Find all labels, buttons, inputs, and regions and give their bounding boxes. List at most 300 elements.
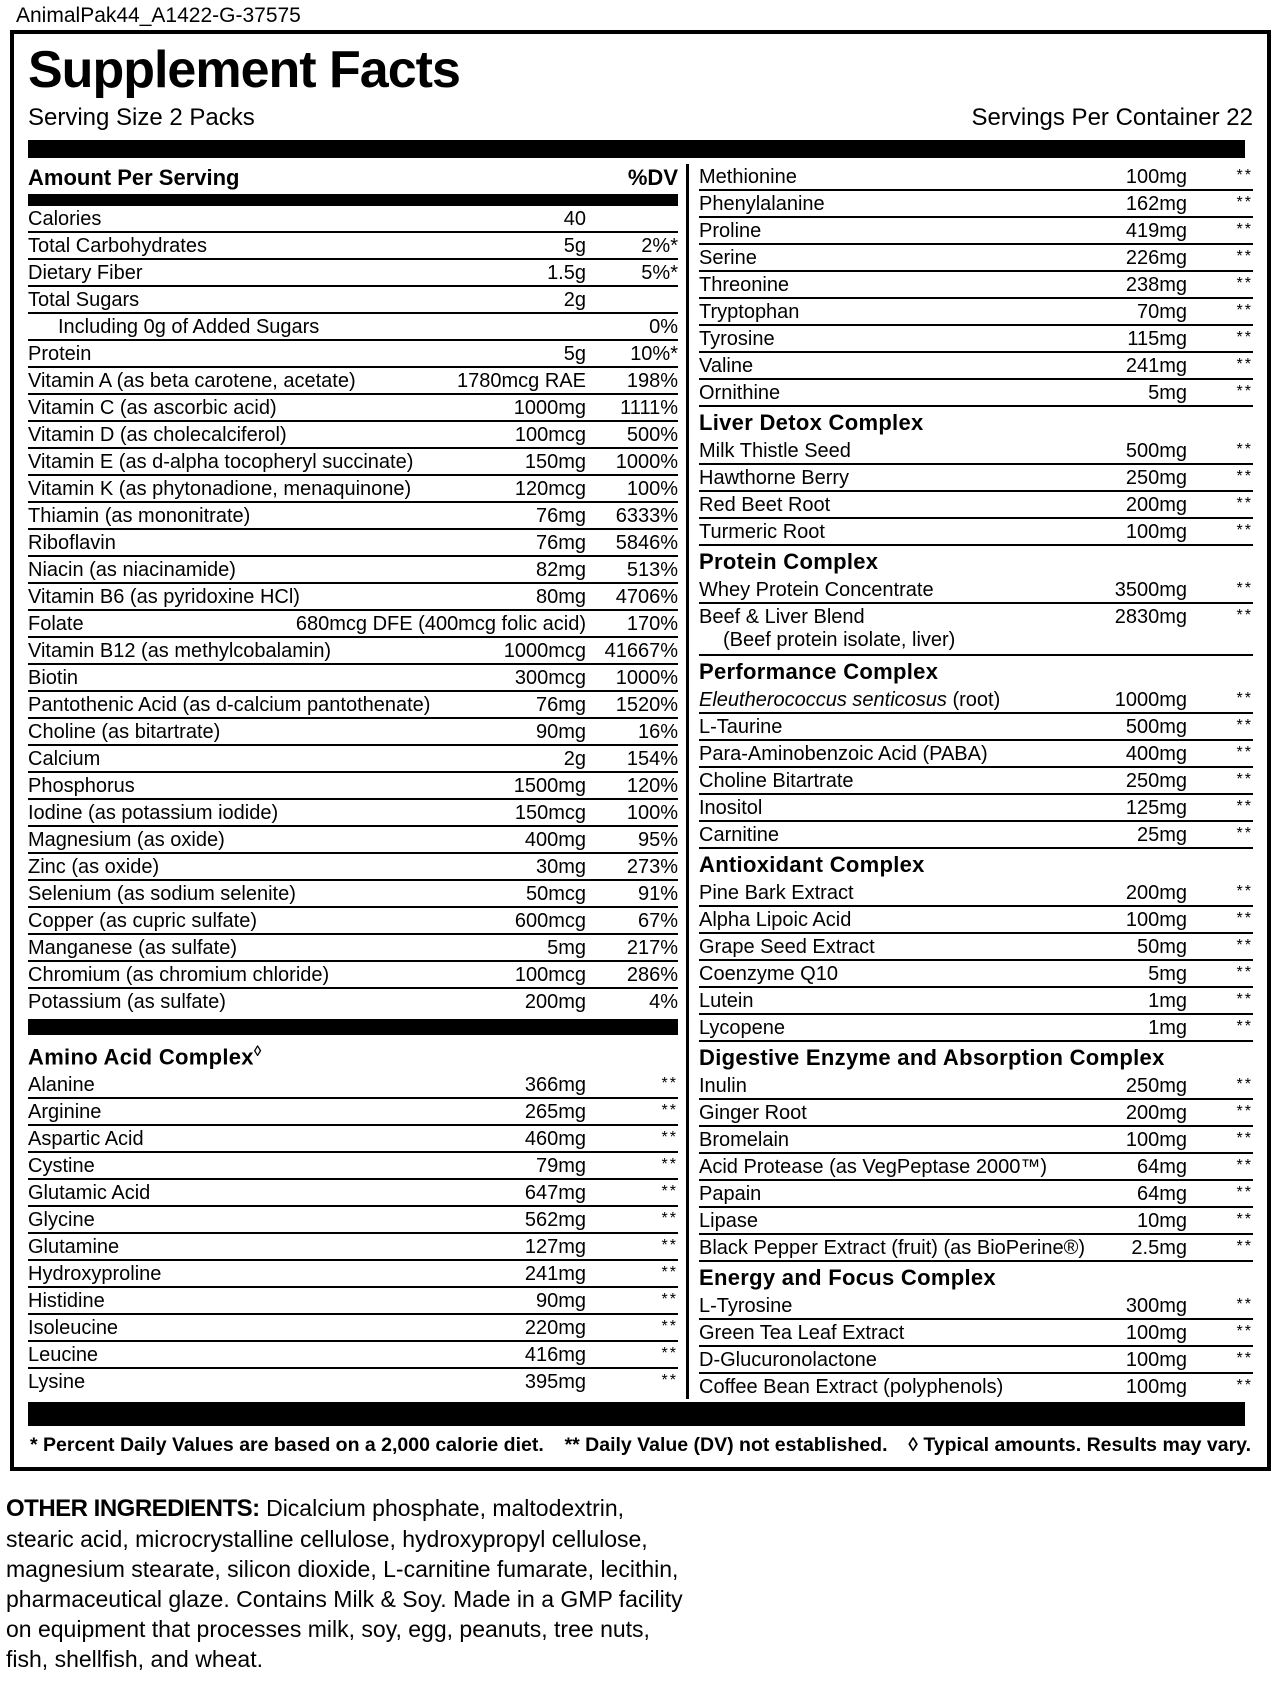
ingredient-amount: 395mg: [524, 1371, 586, 1394]
ingredient-amount: 79mg: [535, 1155, 586, 1178]
ingredient-amount: 40: [563, 208, 586, 230]
ingredient-name: Proline: [699, 220, 762, 242]
table-row: [28, 717, 678, 744]
ingredient-amount: 115mg: [1127, 328, 1187, 350]
ingredient-name: Vitamin K (as phytonadione, menaquinone): [28, 478, 412, 500]
table-row: [699, 1233, 1253, 1260]
ingredient-name: Grape Seed Extract: [699, 936, 875, 958]
ingredient-amount: 150mcg: [514, 802, 586, 824]
ingredient-amount: 250mg: [1125, 467, 1187, 489]
ingredient-daily-value: **: [661, 1102, 678, 1120]
ingredient-daily-value: **: [1236, 771, 1253, 788]
ingredient-name-rest: (root): [946, 689, 1001, 711]
table-row: [699, 463, 1253, 490]
ingredient-daily-value: **: [1236, 441, 1253, 458]
table-row: [699, 880, 1253, 905]
table-row: [699, 1098, 1253, 1125]
ingredient-amount: 300mcg: [514, 667, 586, 689]
ingredient-amount: 647mg: [524, 1182, 586, 1205]
section-title: Energy and Focus Complex: [699, 1260, 1253, 1293]
ingredient-amount: 100mg: [1125, 521, 1187, 543]
ingredient-daily-value: **: [1236, 194, 1253, 211]
table-row: [28, 285, 678, 312]
amino-acid-table-continued: [699, 164, 1253, 405]
ingredient-daily-value: 5846%: [615, 532, 678, 554]
ingredient-name: Lipase: [699, 1210, 758, 1232]
table-row: [28, 474, 678, 501]
table-row: [699, 1152, 1253, 1179]
ingredient-name: Potassium (as sulfate): [28, 991, 226, 1013]
table-row: [28, 231, 678, 258]
ingredient-daily-value: **: [1236, 468, 1253, 485]
ingredient-amount: 50mcg: [525, 883, 586, 905]
ingredient-amount: 100mg: [1125, 166, 1187, 188]
other-ingredients-label: OTHER INGREDIENTS:: [6, 1495, 260, 1522]
table-row: [28, 339, 678, 366]
table-row: [28, 366, 678, 393]
table-row: [28, 771, 678, 798]
table-row: [28, 1151, 678, 1178]
ingredient-daily-value: **: [1236, 910, 1253, 927]
table-row: [28, 933, 678, 960]
ingredient-daily-value: **: [661, 1237, 678, 1255]
ingredient-daily-value: **: [1236, 1323, 1253, 1340]
ingredient-name: L-Tyrosine: [699, 1295, 793, 1317]
ingredient-amount: 500mg: [1125, 440, 1187, 462]
ingredient-amount: 5mg: [1148, 963, 1187, 985]
ingredient-name: Biotin: [28, 667, 79, 689]
ingredient-daily-value: **: [661, 1156, 678, 1174]
ingredient-amount: 200mg: [1125, 494, 1187, 516]
ingredient-amount: 1780mcg RAE: [457, 370, 586, 392]
section-title: Protein Complex: [699, 544, 1253, 577]
ingredient-amount: 80mg: [535, 586, 586, 608]
table-row: [699, 1125, 1253, 1152]
ingredient-daily-value: **: [1236, 356, 1253, 373]
table-row: [28, 1072, 678, 1097]
ingredient-daily-value: **: [1236, 167, 1253, 184]
section-title: Antioxidant Complex: [699, 847, 1253, 880]
table-row: [28, 960, 678, 987]
ingredient-daily-value: 67%: [637, 910, 678, 932]
table-row: [28, 555, 678, 582]
ingredient-amount: 241mg: [1125, 355, 1187, 377]
ingredient-name: Milk Thistle Seed: [699, 440, 851, 462]
ingredient-daily-value: **: [661, 1318, 678, 1336]
ingredient-name: Glutamine: [28, 1236, 120, 1259]
amino-acid-table: [28, 1072, 678, 1394]
table-row: [28, 1178, 678, 1205]
ingredient-daily-value: 217%: [626, 937, 678, 959]
ingredient-name: Magnesium (as oxide): [28, 829, 225, 851]
ingredient-name: Pine Bark Extract: [699, 882, 854, 904]
ingredient-name: [699, 689, 1115, 711]
ingredient-amount: 1mg: [1148, 1017, 1187, 1039]
ingredient-amount: 680mcg DFE (400mcg folic acid): [295, 613, 586, 635]
footnote-daily-values: * Percent Daily Values are based on a 2,000 calorie diet.: [30, 1434, 544, 1456]
ingredient-amount: 76mg: [535, 532, 586, 554]
ingredient-name: Selenium (as sodium selenite): [28, 883, 296, 905]
table-row: [28, 582, 678, 609]
ingredient-name: Vitamin E (as d-alpha tocopheryl succinate): [28, 451, 414, 473]
complex-sections: [699, 405, 1253, 1399]
ingredient-name: Isoleucine: [28, 1317, 119, 1340]
ingredient-daily-value: 1000%: [615, 667, 678, 689]
table-row: [28, 258, 678, 285]
ingredient-daily-value: **: [1236, 302, 1253, 319]
ingredient-daily-value: **: [661, 1129, 678, 1147]
footnote: [28, 1426, 1253, 1467]
ingredient-daily-value: 91%: [637, 883, 678, 905]
ingredient-name: Hydroxyproline: [28, 1263, 162, 1286]
ingredient-amount: 90mg: [535, 1290, 586, 1313]
ingredient-name: Calcium: [28, 748, 101, 770]
ingredient-name: Black Pepper Extract (fruit) (as BioPerine®): [699, 1237, 1085, 1259]
ingredient-amount: 1000mg: [513, 397, 586, 419]
table-row: [28, 1286, 678, 1313]
ingredient-amount: 5mg: [1148, 382, 1187, 404]
table-row: [699, 490, 1253, 517]
ingredient-daily-value: **: [1236, 1018, 1253, 1035]
ingredient-name: Lycopene: [699, 1017, 785, 1039]
ingredient-daily-value: **: [1236, 522, 1253, 539]
ingredient-daily-value: **: [1236, 221, 1253, 238]
ingredient-name: Whey Protein Concentrate: [699, 579, 934, 601]
ingredient-daily-value: 198%: [626, 370, 678, 392]
table-row: [28, 636, 678, 663]
ingredient-daily-value: **: [1236, 798, 1253, 815]
table-row: [699, 932, 1253, 959]
ingredient-name: Cystine: [28, 1155, 95, 1178]
table-row: [28, 447, 678, 474]
ingredient-daily-value: 120%: [626, 775, 678, 797]
table-row: [699, 164, 1253, 189]
table-row: [28, 798, 678, 825]
ingredient-amount: 220mg: [524, 1317, 586, 1340]
ingredient-name: Alanine: [28, 1074, 95, 1097]
ingredient-name: Total Carbohydrates: [28, 235, 207, 257]
ingredient-name: Para-Aminobenzoic Acid (PABA): [699, 743, 988, 765]
ingredient-daily-value: **: [1236, 1238, 1253, 1255]
section-title: Digestive Enzyme and Absorption Complex: [699, 1040, 1253, 1073]
ingredient-amount: 562mg: [524, 1209, 586, 1232]
ingredient-daily-value: **: [1236, 937, 1253, 954]
ingredient-amount: 600mcg: [514, 910, 586, 932]
ingredient-name: Turmeric Root: [699, 521, 825, 543]
ingredient-daily-value: 5%*: [641, 262, 678, 284]
section-title: Liver Detox Complex: [699, 405, 1253, 438]
ingredient-amount: 238mg: [1125, 274, 1187, 296]
ingredient-daily-value: **: [661, 1210, 678, 1228]
ingredient-amount: 2830mg: [1114, 606, 1187, 628]
ingredient-name: Papain: [699, 1183, 762, 1205]
ingredient-amount: 1000mcg: [503, 640, 586, 662]
ingredient-daily-value: **: [1236, 580, 1253, 597]
ingredient-amount: 100mg: [1125, 1322, 1187, 1344]
ingredient-name: Coenzyme Q10: [699, 963, 838, 985]
ingredient-name: Ginger Root: [699, 1102, 807, 1124]
table-row: [699, 602, 1253, 654]
ingredient-daily-value: **: [1236, 1184, 1253, 1201]
ingredient-amount: 5mg: [547, 937, 586, 959]
ingredient-name: Aspartic Acid: [28, 1128, 144, 1151]
ingredient-amount: 1.5g: [547, 262, 586, 284]
ingredient-name: Leucine: [28, 1344, 99, 1367]
ingredient-name: Lysine: [28, 1371, 86, 1394]
serving-size: Serving Size 2 Packs: [28, 104, 255, 131]
product-code: AnimalPak44_A1422-G-37575: [16, 4, 301, 27]
ingredient-amount: 250mg: [1125, 1075, 1187, 1097]
ingredient-daily-value: 513%: [626, 559, 678, 581]
ingredient-amount: 70mg: [1136, 301, 1187, 323]
table-row: [28, 1313, 678, 1340]
ingredient-name: Red Beet Root: [699, 494, 831, 516]
ingredient-subline: (Beef protein isolate, liver): [723, 629, 956, 651]
ingredient-amount: 1mg: [1148, 990, 1187, 1012]
table-row: [28, 1367, 678, 1394]
table-row: [28, 501, 678, 528]
ingredient-daily-value: **: [661, 1372, 678, 1390]
ingredient-daily-value: **: [1236, 1350, 1253, 1367]
ingredient-amount: 241mg: [524, 1263, 586, 1286]
left-column: [28, 164, 678, 1399]
column-divider: [686, 164, 689, 1399]
ingredient-amount: 400mg: [524, 829, 586, 851]
ingredient-amount: 366mg: [524, 1074, 586, 1097]
table-row: [699, 687, 1253, 712]
diamond-mark: ◊: [253, 1043, 262, 1060]
ingredient-daily-value: **: [1236, 717, 1253, 734]
table-row: [699, 739, 1253, 766]
table-row: [699, 986, 1253, 1013]
ingredient-amount: 300mg: [1125, 1295, 1187, 1317]
ingredient-name-latin: Eleutherococcus senticosus: [699, 689, 947, 711]
table-row: [699, 1179, 1253, 1206]
ingredient-daily-value: 273%: [626, 856, 678, 878]
table-row: [28, 1232, 678, 1259]
table-row: [699, 438, 1253, 463]
ingredient-name: Alpha Lipoic Acid: [699, 909, 852, 931]
serving-info: [28, 104, 1253, 132]
ingredient-name: Pantothenic Acid (as d-calcium pantothenate): [28, 694, 431, 716]
ingredient-amount: 64mg: [1136, 1183, 1187, 1205]
ingredient-name: Vitamin C (as ascorbic acid): [28, 397, 277, 419]
supplement-facts-panel: [10, 30, 1271, 1471]
ingredient-amount: 419mg: [1125, 220, 1187, 242]
ingredient-name: Arginine: [28, 1101, 102, 1124]
table-row: [28, 1124, 678, 1151]
ingredient-amount: 100mcg: [514, 424, 586, 446]
ingredient-name: Histidine: [28, 1290, 105, 1313]
ingredient-daily-value: 100%: [626, 478, 678, 500]
table-row: [28, 1097, 678, 1124]
right-column: [699, 164, 1253, 1399]
ingredient-daily-value: **: [1236, 383, 1253, 400]
ingredient-name: Acid Protease (as VegPeptase 2000™): [699, 1156, 1047, 1178]
ingredient-name: Niacin (as niacinamide): [28, 559, 236, 581]
ingredient-amount: 460mg: [524, 1128, 586, 1151]
ingredient-name: Carnitine: [699, 824, 780, 846]
ingredient-amount: 100mg: [1125, 1376, 1187, 1398]
ingredient-name: Calories: [28, 208, 102, 230]
ingredient-name: Glycine: [28, 1209, 95, 1232]
footnote-dv-not-established: ** Daily Value (DV) not established.: [564, 1434, 888, 1456]
table-row: [699, 351, 1253, 378]
ingredient-amount: 2g: [563, 289, 586, 311]
table-row: [699, 243, 1253, 270]
section-title-amino-acid-complex: [28, 1040, 678, 1072]
ingredient-name: Tyrosine: [699, 328, 775, 350]
ingredient-daily-value: **: [1236, 607, 1253, 624]
table-row: [28, 852, 678, 879]
ingredient-amount: 500mg: [1125, 716, 1187, 738]
ingredient-name: Iodine (as potassium iodide): [28, 802, 279, 824]
table-row: [699, 577, 1253, 602]
table-row: [699, 216, 1253, 243]
ingredient-amount: 100mg: [1125, 1129, 1187, 1151]
table-row: [28, 312, 678, 339]
table-row: [28, 663, 678, 690]
ingredient-daily-value: 16%: [637, 721, 678, 743]
table-row: [699, 793, 1253, 820]
ingredient-daily-value: 6333%: [615, 505, 678, 527]
ingredient-name: Chromium (as chromium chloride): [28, 964, 330, 986]
ingredient-name: Inositol: [699, 797, 763, 819]
ingredient-amount: 250mg: [1125, 770, 1187, 792]
ingredient-daily-value: **: [1236, 495, 1253, 512]
ingredient-amount: 125mg: [1125, 797, 1187, 819]
table-row: [699, 1013, 1253, 1040]
ingredient-amount: 100mg: [1125, 909, 1187, 931]
footnote-typical-amounts: ◊ Typical amounts. Results may vary.: [908, 1434, 1251, 1456]
table-row: [699, 1073, 1253, 1098]
ingredient-name: Coffee Bean Extract (polyphenols): [699, 1376, 1004, 1398]
ingredient-name: Lutein: [699, 990, 754, 1012]
supplement-label-page: [0, 4, 1281, 1674]
table-row: [28, 906, 678, 933]
ingredient-daily-value: 1111%: [620, 397, 678, 419]
table-row: [699, 820, 1253, 847]
ingredient-name: Methionine: [699, 166, 797, 188]
ingredient-daily-value: **: [1236, 1103, 1253, 1120]
ingredient-amount: 10mg: [1136, 1210, 1187, 1232]
ingredient-amount: 150mg: [524, 451, 586, 473]
table-row: [699, 1293, 1253, 1318]
header-divider-bar: [28, 194, 678, 206]
ingredient-name: Hawthorne Berry: [699, 467, 850, 489]
column-header: [28, 164, 678, 194]
table-row: [699, 1372, 1253, 1399]
table-row: [699, 1206, 1253, 1233]
table-row: [28, 987, 678, 1014]
table-row: [28, 744, 678, 771]
table-row: [699, 297, 1253, 324]
page-title: Supplement Facts: [28, 41, 460, 99]
ingredient-daily-value: **: [1236, 991, 1253, 1008]
table-row: [699, 959, 1253, 986]
ingredient-name: Ornithine: [699, 382, 781, 404]
ingredient-daily-value: 500%: [626, 424, 678, 446]
ingredient-daily-value: **: [661, 1345, 678, 1363]
ingredient-amount: 1500mg: [513, 775, 586, 797]
ingredient-name: Thiamin (as mononitrate): [28, 505, 251, 527]
ingredient-name: Phosphorus: [28, 775, 135, 797]
ingredient-amount: 64mg: [1136, 1156, 1187, 1178]
ingredient-daily-value: **: [1236, 744, 1253, 761]
ingredient-name: Vitamin D (as cholecalciferol): [28, 424, 287, 446]
table-row: [699, 270, 1253, 297]
ingredient-amount: 1000mg: [1114, 689, 1187, 711]
ingredient-amount: 90mg: [535, 721, 586, 743]
ingredient-name: Riboflavin: [28, 532, 116, 554]
ingredient-amount: 50mg: [1136, 936, 1187, 958]
ingredient-name: Manganese (as sulfate): [28, 937, 238, 959]
ingredient-name: Choline Bitartrate: [699, 770, 854, 792]
table-row: [699, 378, 1253, 405]
table-row: [28, 393, 678, 420]
ingredient-amount: 25mg: [1136, 824, 1187, 846]
ingredient-daily-value: 95%: [637, 829, 678, 851]
ingredient-amount: 416mg: [524, 1344, 586, 1367]
table-row: [699, 1345, 1253, 1372]
ingredient-amount: 2g: [563, 748, 586, 770]
ingredient-name: Dietary Fiber: [28, 262, 143, 284]
ingredient-amount: 30mg: [535, 856, 586, 878]
ingredient-daily-value: 4%: [649, 991, 678, 1013]
ingredient-daily-value: **: [1236, 690, 1253, 707]
ingredient-name: Glutamic Acid: [28, 1182, 151, 1205]
ingredient-amount: 200mg: [1125, 882, 1187, 904]
ingredient-daily-value: 1000%: [615, 451, 678, 473]
ingredient-daily-value: 286%: [626, 964, 678, 986]
ingredient-daily-value: 100%: [626, 802, 678, 824]
ingredient-daily-value: **: [1236, 1157, 1253, 1174]
dv-header: %DV: [627, 165, 678, 190]
ingredient-name: Bromelain: [699, 1129, 790, 1151]
ingredient-amount: 226mg: [1125, 247, 1187, 269]
ingredient-name: Vitamin B12 (as methylcobalamin): [28, 640, 332, 662]
ingredient-amount: 5g: [563, 235, 586, 257]
table-row: [28, 609, 678, 636]
ingredient-daily-value: **: [661, 1264, 678, 1282]
ingredient-amount: 100mcg: [514, 964, 586, 986]
ingredient-name: Vitamin A (as beta carotene, acetate): [28, 370, 356, 392]
ingredient-name: Choline (as bitartrate): [28, 721, 221, 743]
table-row: [28, 1259, 678, 1286]
section-divider-bar: [28, 1019, 678, 1035]
ingredient-amount: 82mg: [535, 559, 586, 581]
ingredient-daily-value: **: [661, 1183, 678, 1201]
ingredient-name: Vitamin B6 (as pyridoxine HCl): [28, 586, 300, 608]
other-ingredients: [6, 1493, 696, 1674]
ingredient-amount: 162mg: [1125, 193, 1187, 215]
ingredient-amount: 76mg: [535, 505, 586, 527]
ingredient-daily-value: **: [1236, 248, 1253, 265]
ingredient-daily-value: 2%*: [641, 235, 678, 257]
other-ingredients-text: Dicalcium phosphate, maltodextrin, stearic acid, microcrystalline cellulose, hydroxypropyl cellulose, magnesium stearate, silicon dioxide, L-carnitine fumarate, lecithin, pharmaceutical glaze. Contains Milk & Soy. Made in a GMP facility on equipment that processes milk, soy, egg, peanuts, tree nuts, fish, shellfish, and wheat.: [6, 1495, 683, 1672]
table-row: [699, 766, 1253, 793]
ingredient-daily-value: **: [1236, 329, 1253, 346]
ingredient-daily-value: **: [1236, 1296, 1253, 1313]
ingredient-daily-value: 4706%: [615, 586, 678, 608]
ingredient-daily-value: **: [1236, 1377, 1253, 1394]
two-column-area: [28, 164, 1253, 1399]
section-title-text: Amino Acid Complex: [28, 1044, 254, 1070]
ingredient-amount: 120mcg: [514, 478, 586, 500]
ingredient-amount: 265mg: [524, 1101, 586, 1124]
table-row: [28, 420, 678, 447]
table-row: [28, 879, 678, 906]
